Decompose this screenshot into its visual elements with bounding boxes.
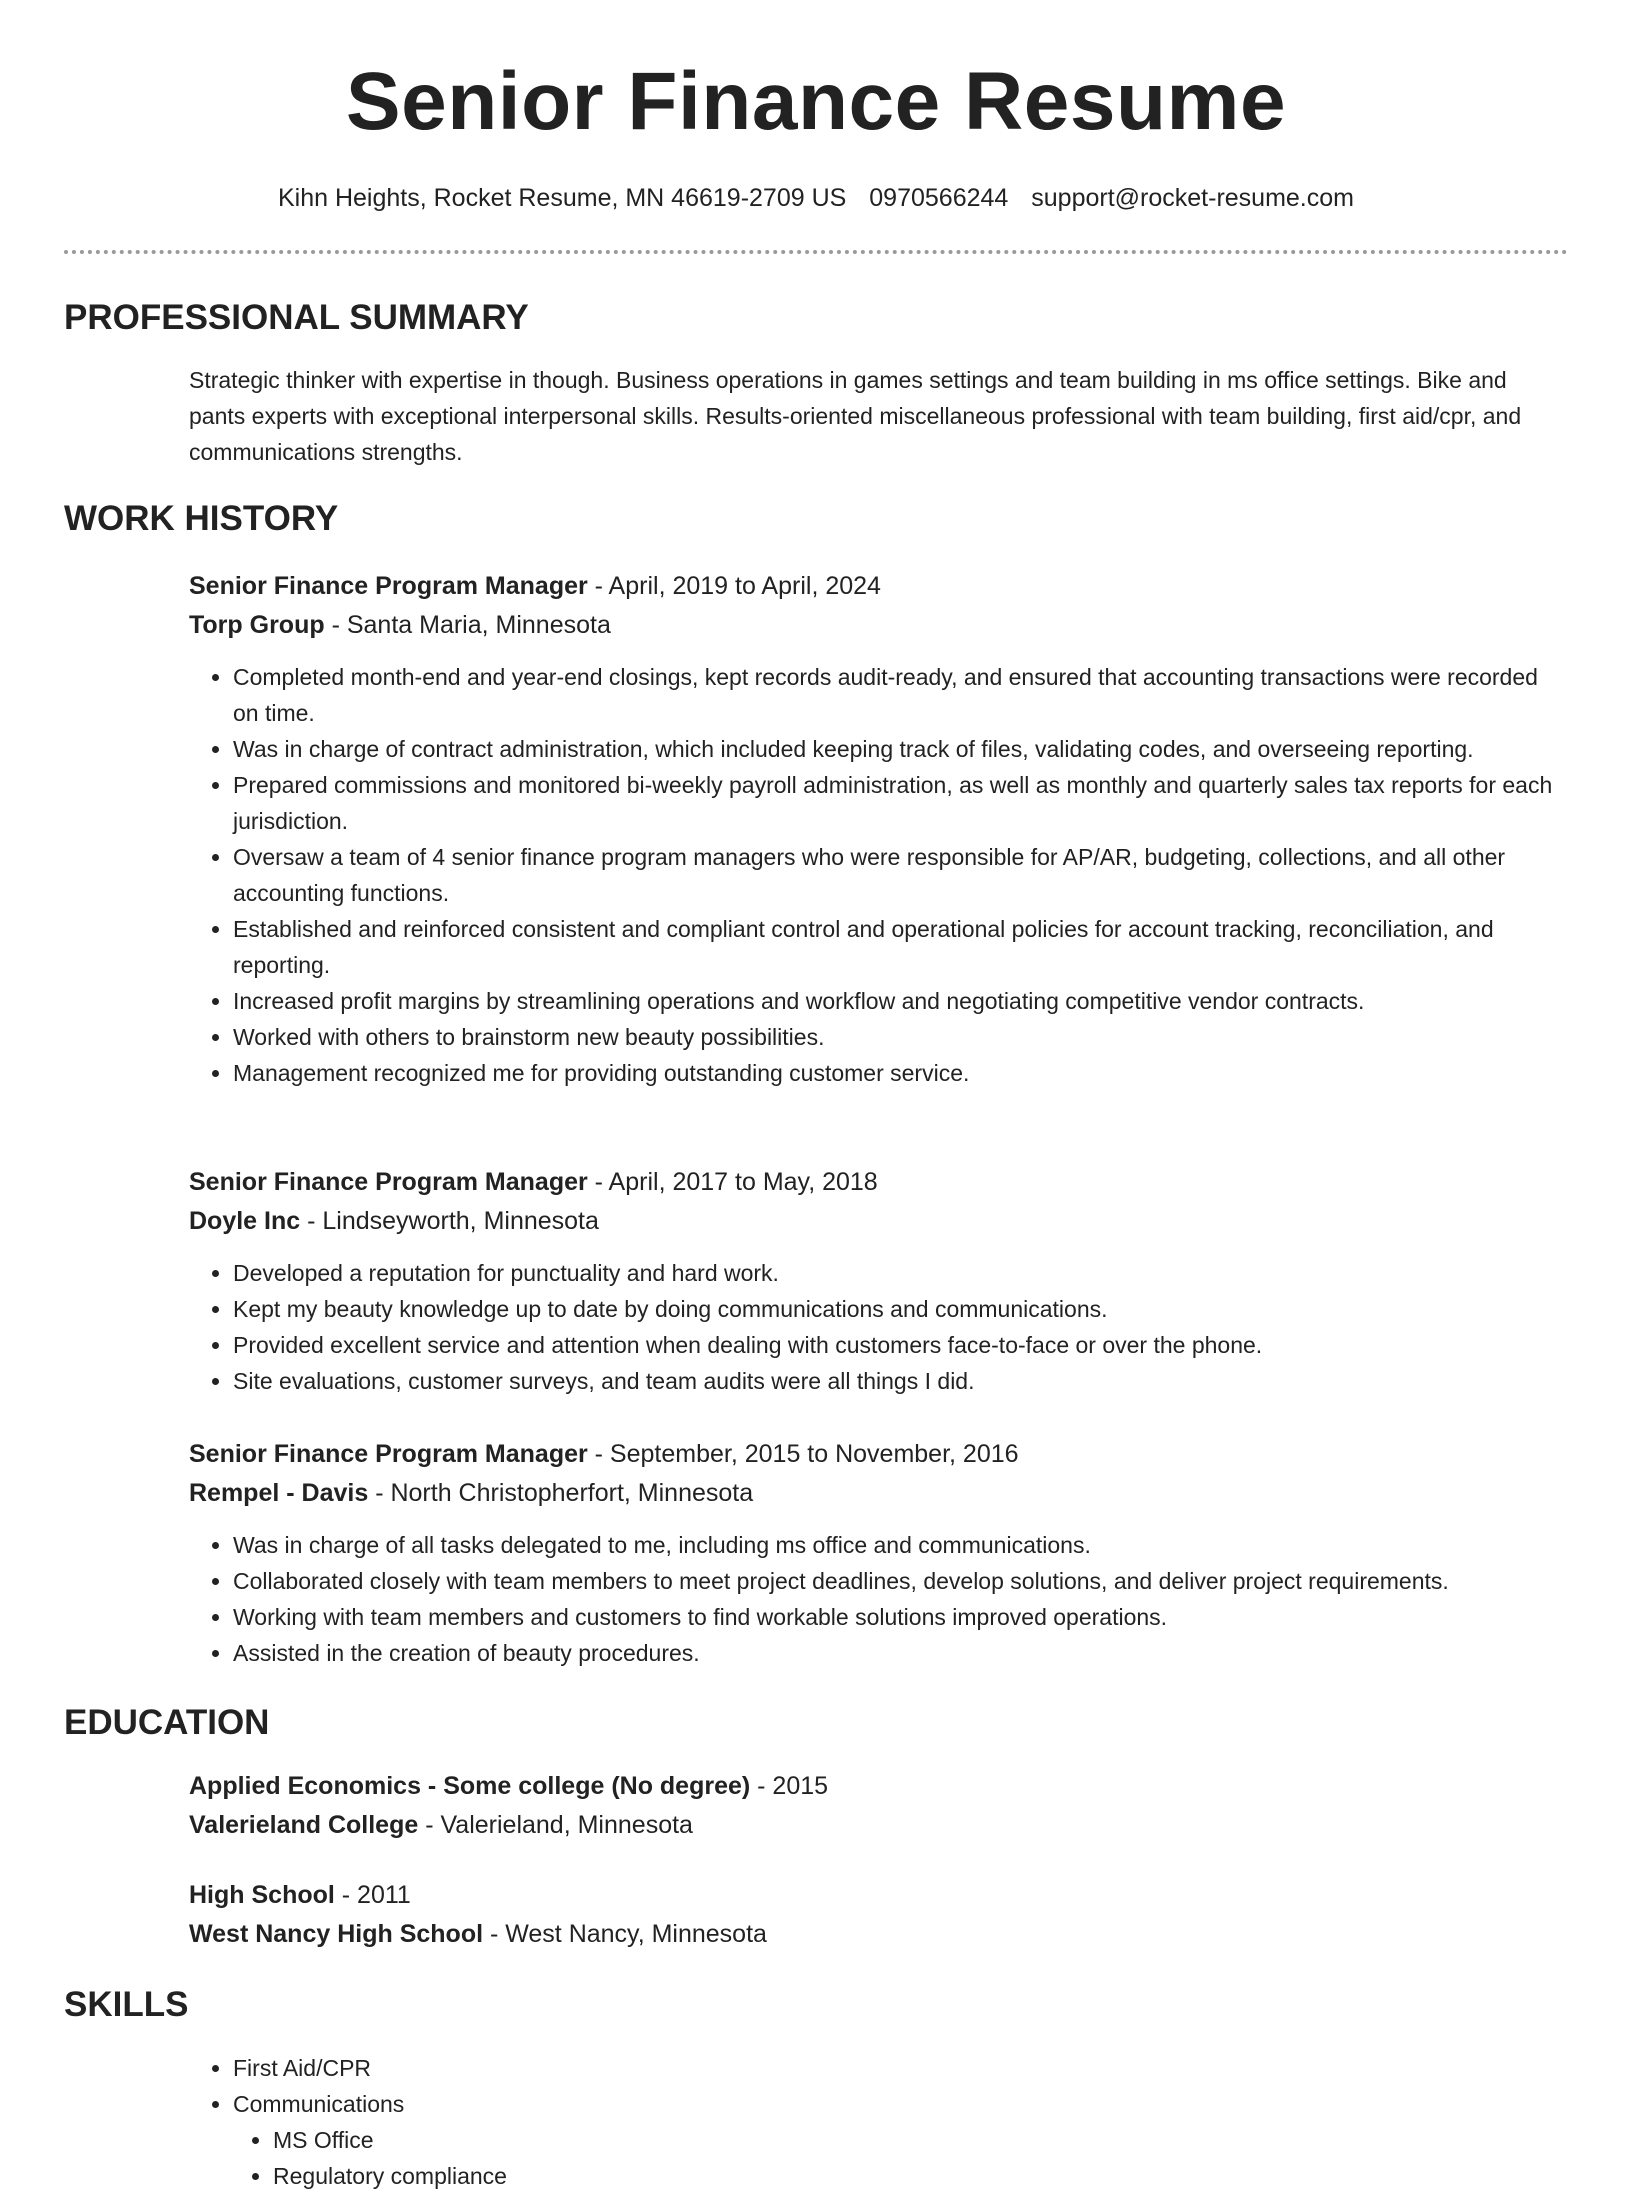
contact-email: support@rocket-resume.com: [1031, 184, 1354, 212]
skills-list-right: [229, 2122, 913, 2194]
contact-phone: 0970566244: [869, 184, 1009, 212]
job-entry: [189, 1163, 1569, 1399]
list-item: • Oversaw a team of 4 senior finance program managers who were responsible for AP/AR, budgeting, collections, and all other accounting functions.: [233, 839, 1569, 911]
job-location: - Santa Maria, Minnesota: [324, 611, 611, 639]
degree-name: Applied Economics - Some college (No degree): [189, 1772, 751, 1800]
job-company-line: [189, 1474, 1569, 1513]
list-item: • Working with team members and customers to find workable solutions improved operations.: [233, 1599, 1569, 1635]
job-company: Doyle Inc: [189, 1207, 301, 1235]
degree-line: [189, 1767, 1569, 1806]
school-location: - Valerieland, Minnesota: [418, 1811, 693, 1839]
summary-heading: PROFESSIONAL SUMMARY: [64, 298, 529, 337]
list-item: • Established and reinforced consistent and compliant control and operational policies for account tracking, reconciliation, and reporting.: [233, 911, 1569, 983]
education-entry: [189, 1767, 1569, 1845]
school-name: West Nancy High School: [189, 1920, 484, 1948]
skills-list-left: [189, 2050, 873, 2122]
list-item: • Completed month-end and year-end closings, kept records audit-ready, and ensured that accounting transactions were recorded on time.: [233, 659, 1569, 731]
school-line: [189, 1806, 1569, 1845]
summary-text: Strategic thinker with expertise in though. Business operations in games settings and team building in ms office settings. Bike and pants experts with exceptional interpersonal skills. Results-oriented miscellaneous professional with team building, first aid/cpr, and communications strengths.: [189, 367, 1522, 465]
list-item: • Increased profit margins by streamlining operations and workflow and negotiating competitive vendor contracts.: [233, 983, 1569, 1019]
job-title-line: [189, 1435, 1569, 1474]
degree-line: [189, 1876, 1569, 1915]
job-title-line: [189, 1163, 1569, 1202]
job-company: Rempel - Davis: [189, 1479, 369, 1507]
job-dates: - April, 2019 to April, 2024: [587, 572, 881, 600]
contact-line: [0, 180, 1632, 216]
job-title: Senior Finance Program Manager: [189, 1440, 588, 1468]
list-item: • Management recognized me for providing outstanding customer service.: [233, 1055, 1569, 1091]
list-item: • Was in charge of all tasks delegated to me, including ms office and communications.: [233, 1527, 1569, 1563]
school-location: - West Nancy, Minnesota: [483, 1920, 767, 1948]
school-name: Valerieland College: [189, 1811, 419, 1839]
job-company: Torp Group: [189, 611, 325, 639]
contact-address: Kihn Heights, Rocket Resume, MN 46619-2709 US: [277, 184, 847, 212]
job-entry: [189, 1435, 1569, 1671]
job-location: - North Christopherfort, Minnesota: [368, 1479, 754, 1507]
job-bullets: [189, 659, 1569, 1091]
page-title: Senior Finance Resume: [345, 56, 1287, 147]
job-dates: - September, 2015 to November, 2016: [587, 1440, 1019, 1468]
list-item: • Regulatory compliance: [273, 2158, 913, 2194]
job-bullets: [189, 1527, 1569, 1671]
education-entry: [189, 1876, 1569, 1954]
list-item: • Was in charge of contract administration, which included keeping track of files, validating codes, and overseeing reporting.: [233, 731, 1569, 767]
job-dates: - April, 2017 to May, 2018: [587, 1168, 878, 1196]
job-title-line: [189, 567, 1569, 606]
job-company-line: [189, 606, 1569, 645]
job-title: Senior Finance Program Manager: [189, 572, 588, 600]
education-heading: EDUCATION: [64, 1703, 270, 1742]
list-item: • MS Office: [273, 2122, 913, 2158]
work-history-heading: WORK HISTORY: [64, 499, 339, 538]
degree-year: - 2015: [750, 1772, 829, 1800]
job-location: - Lindseyworth, Minnesota: [300, 1207, 599, 1235]
list-item: • Communications: [233, 2086, 873, 2122]
list-item: • Collaborated closely with team members to meet project deadlines, develop solutions, and deliver project requirements.: [233, 1563, 1569, 1599]
list-item: • Kept my beauty knowledge up to date by doing communications and communications.: [233, 1291, 1569, 1327]
skills-section: [189, 2050, 1569, 2194]
list-item: • Prepared commissions and monitored bi-weekly payroll administration, as well as monthly and quarterly sales tax reports for each jurisdiction.: [233, 767, 1569, 839]
list-item: • Provided excellent service and attention when dealing with customers face-to-face or over the phone.: [233, 1327, 1569, 1363]
school-line: [189, 1915, 1569, 1954]
job-company-line: [189, 1202, 1569, 1241]
list-item: • Developed a reputation for punctuality and hard work.: [233, 1255, 1569, 1291]
degree-name: High School: [189, 1881, 335, 1909]
list-item: • Worked with others to brainstorm new beauty possibilities.: [233, 1019, 1569, 1055]
list-item: • Site evaluations, customer surveys, and team audits were all things I did.: [233, 1363, 1569, 1399]
degree-year: - 2011: [334, 1881, 411, 1909]
list-item: • First Aid/CPR: [233, 2050, 873, 2086]
job-title: Senior Finance Program Manager: [189, 1168, 588, 1196]
job-entry: [189, 567, 1569, 1091]
job-bullets: [189, 1255, 1569, 1399]
summary-section: [189, 362, 1569, 470]
list-item: • Assisted in the creation of beauty procedures.: [233, 1635, 1569, 1671]
header-divider: [64, 250, 1568, 254]
skills-heading: SKILLS: [64, 1985, 189, 2024]
